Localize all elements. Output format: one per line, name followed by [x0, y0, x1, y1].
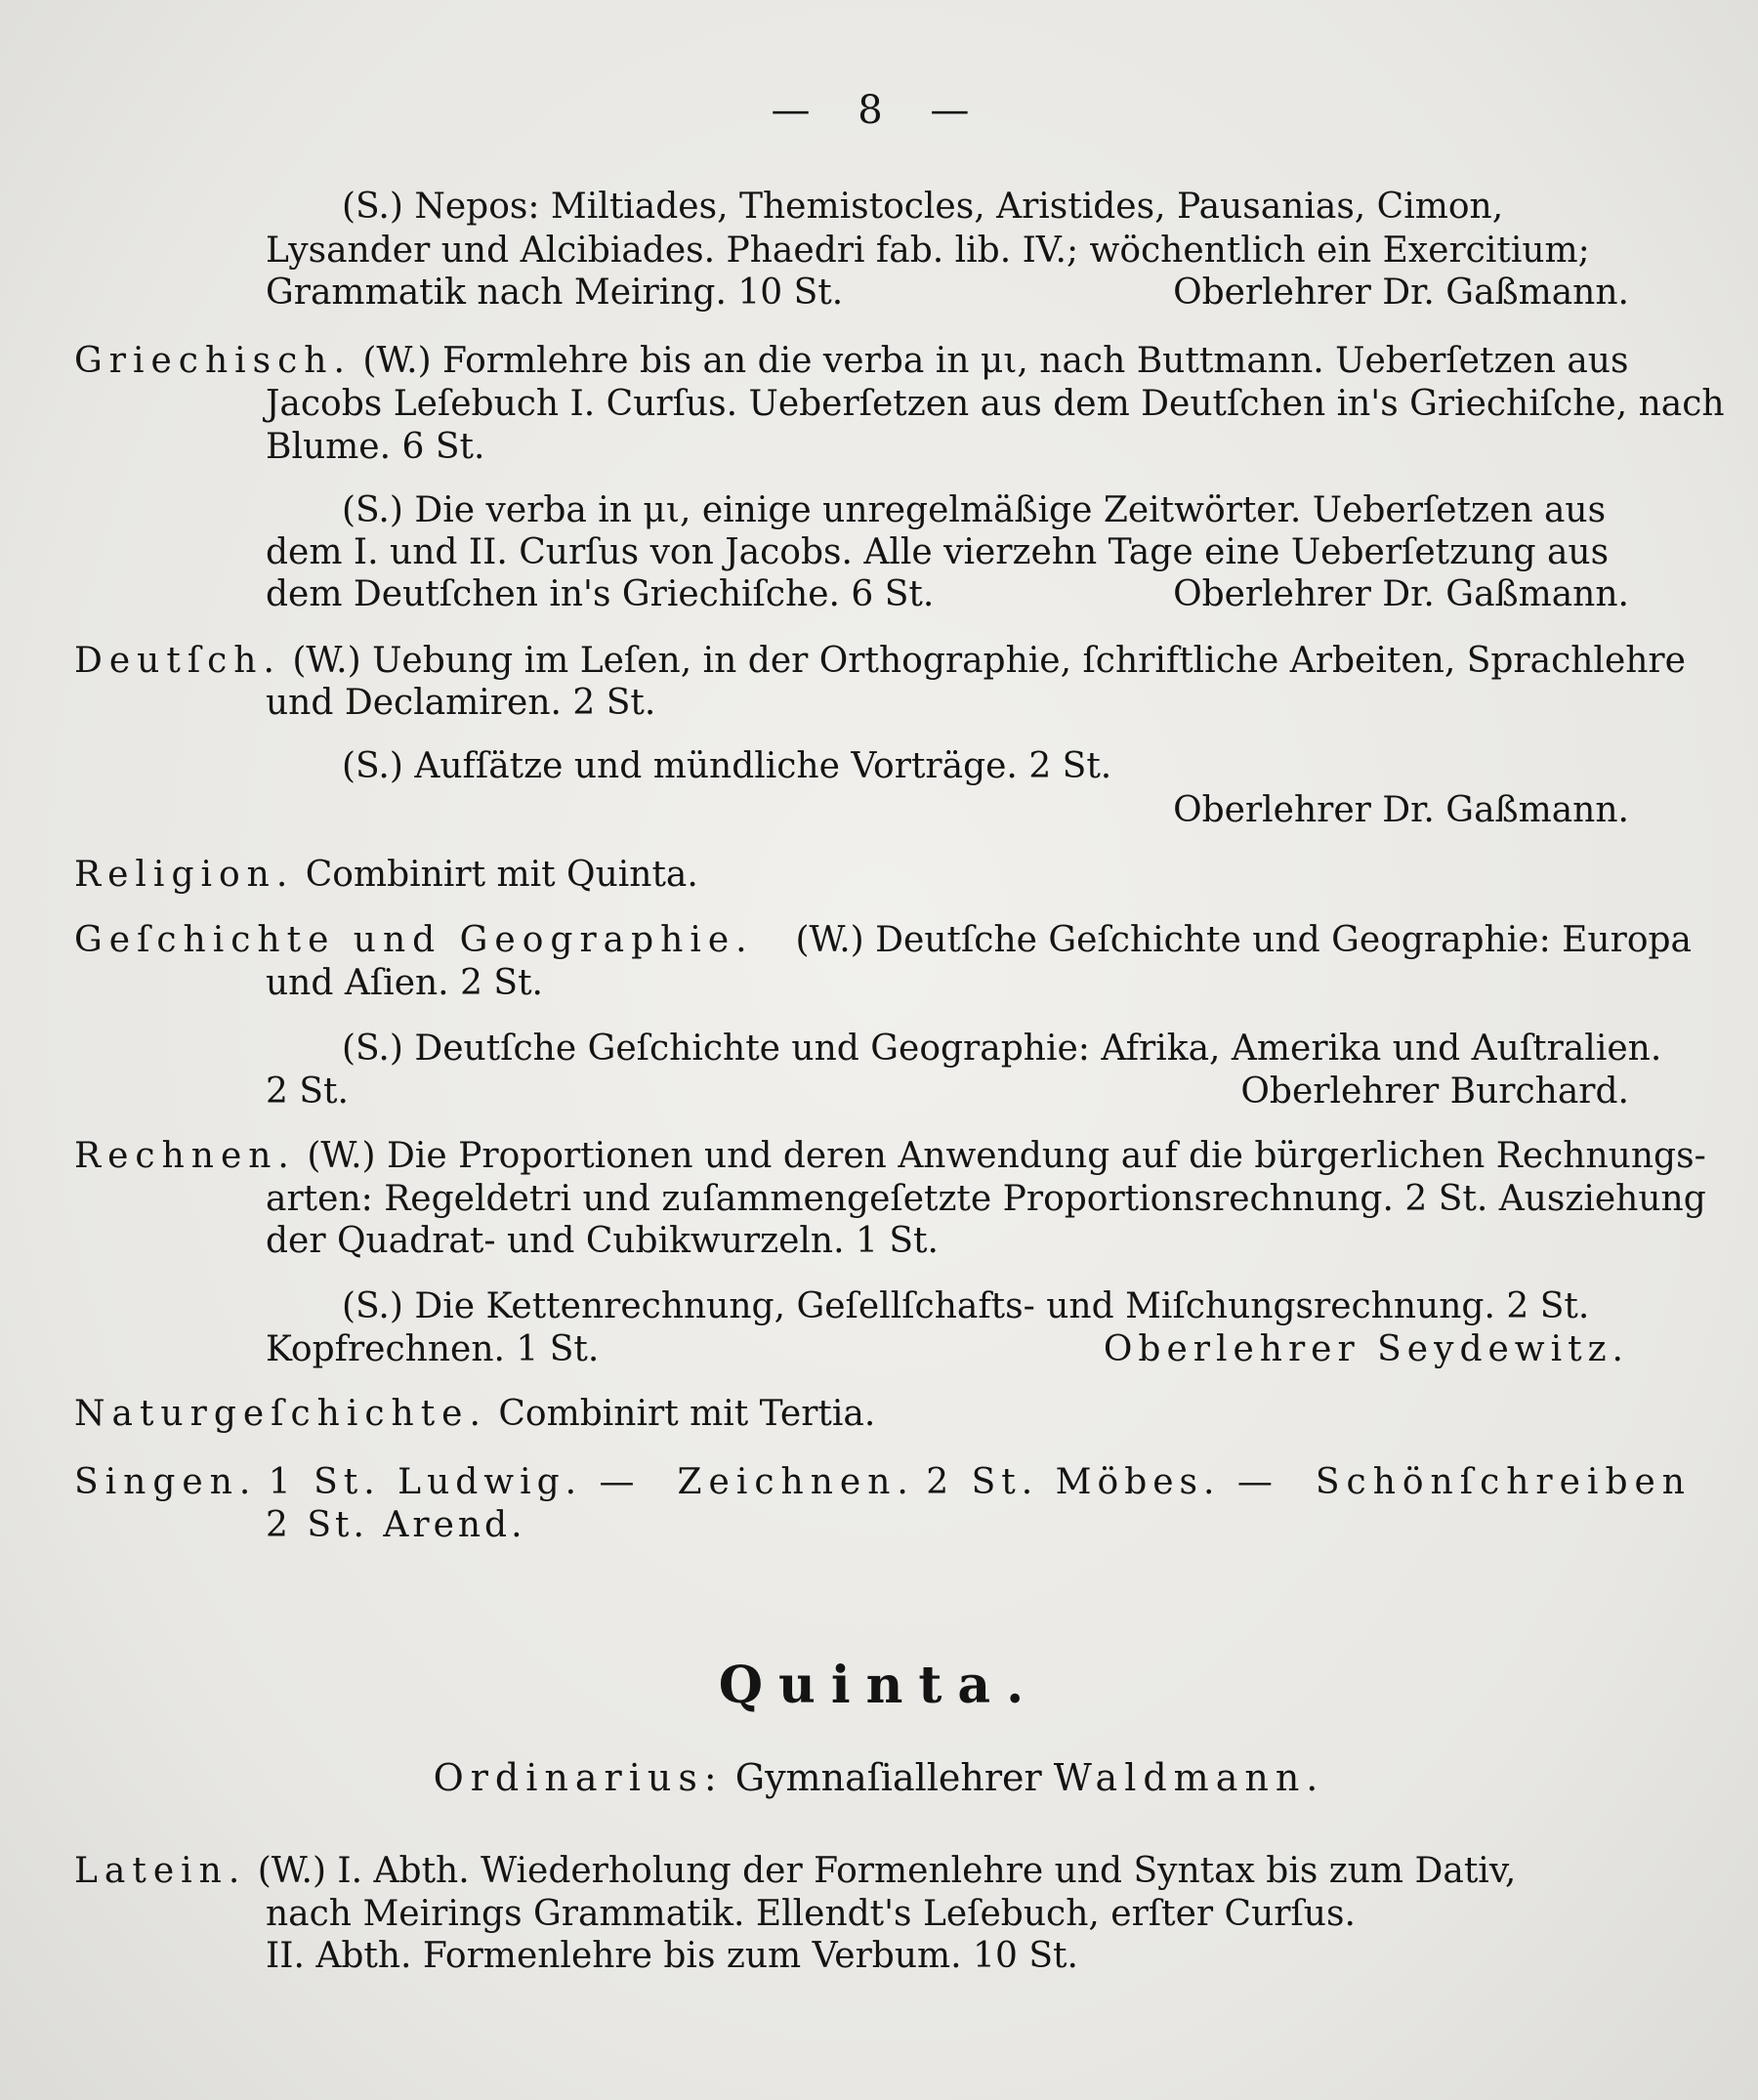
deutsch-summer-line-1: (S.) Aufſätze und mündliche Vorträge. 2 St. — [342, 746, 1112, 786]
singen-entry — [74, 1462, 641, 1502]
geschichte-summer-line-1: (S.) Deutſche Geſchichte und Geographie: Afrika, Amerika und Auſtralien. — [342, 1029, 1662, 1069]
griechisch-summer-line-3 — [266, 574, 1692, 614]
latein-teacher: Oberlehrer Dr. Gaßmann. — [1173, 273, 1629, 313]
geschichte-winter-text-1: (W.) Deutſche Geſchichte und Geographie: Europa — [795, 920, 1692, 960]
ordinarius-line — [0, 1756, 1758, 1799]
quinta-latein-line-2: nach Meirings Grammatik. Ellendt's Leſebuch, erſter Curſus. — [266, 1894, 1356, 1934]
rechnen-teacher: Oberlehrer Seydewitz. — [1103, 1329, 1629, 1369]
griechisch-teacher: Oberlehrer Dr. Gaßmann. — [1173, 574, 1629, 614]
subject-label-deutsch: Deutſch. — [74, 641, 281, 681]
geschichte-summer-line-2 — [266, 1071, 1692, 1112]
religion-line — [74, 855, 698, 895]
quinta-latein-text-1: (W.) I. Abth. Wiederholung der Formenlehre und Syntax bis zum Dativ, — [257, 1851, 1517, 1891]
latein-summer-line-2: Lysander und Alcibiades. Phaedri fab. lib. IV.; wöchentlich ein Exercitium; — [266, 231, 1590, 271]
deutsch-winter-line-1 — [74, 641, 1686, 681]
misc-subjects-line-2: 2 St. Arend. — [266, 1505, 526, 1545]
griechisch-winter-line-3: Blume. 6 St. — [266, 427, 485, 467]
latein-summer-hours: Grammatik nach Meiring. 10 St. — [266, 273, 844, 313]
naturgeschichte-line — [74, 1394, 876, 1434]
geschichte-winter-line-2: und Aſien. 2 St. — [266, 963, 543, 1003]
zeichnen-entry — [677, 1462, 1278, 1502]
subject-label-schoenschreiben: Schönſchreiben — [1315, 1462, 1692, 1502]
subject-label-singen: Singen. — [74, 1462, 258, 1502]
subject-label-rechnen: Rechnen. — [74, 1136, 296, 1176]
deutsch-teacher: Oberlehrer Dr. Gaßmann. — [1173, 790, 1629, 830]
griechisch-summer-line-2: dem I. und II. Curſus von Jacobs. Alle vierzehn Tage eine Ueberſetzung aus — [266, 532, 1610, 572]
subject-label-religion: Religion. — [74, 855, 295, 895]
religion-text: Combinirt mit Quinta. — [305, 855, 698, 895]
rechnen-winter-line-3: der Quadrat- und Cubikwurzeln. 1 St. — [266, 1221, 939, 1261]
rechnen-winter-line-1 — [74, 1136, 1706, 1176]
naturgeschichte-text: Combinirt mit Tertia. — [498, 1394, 876, 1434]
geschichte-teacher: Oberlehrer Burchard. — [1240, 1071, 1629, 1112]
latein-summer-line-1: (S.) Nepos: Miltiades, Themistocles, Aristides, Pausanias, Cimon, — [342, 187, 1504, 227]
subject-label-zeichnen: Zeichnen. — [677, 1462, 915, 1502]
section-heading-quinta: Quinta. — [718, 1656, 1040, 1715]
quinta-latein-line-1 — [74, 1851, 1517, 1891]
subject-label-naturgeschichte: Naturgeſchichte. — [74, 1394, 487, 1434]
page-number: — 8 — — [771, 88, 987, 133]
rechnen-winter-line-2: arten: Regeldetri und zuſammengeſetzte Proportionsrechnung. 2 St. Ausziehung — [266, 1179, 1706, 1219]
griechisch-winter-line-1 — [74, 341, 1629, 381]
griechisch-summer-line-1: (S.) Die verba in μι, einige unregelmäßige Zeitwörter. Ueberſetzen aus — [342, 490, 1607, 530]
rechnen-winter-text-1: (W.) Die Proportionen und deren Anwendung auf die bürgerlichen Rechnungs- — [307, 1136, 1706, 1176]
subject-label-griechisch: Griechisch. — [74, 341, 352, 381]
griechisch-winter-text-1: (W.) Formlehre bis an die verba in μι, nach Buttmann. Ueberſetzen aus — [362, 341, 1629, 381]
griechisch-winter-line-2: Jacobs Leſebuch I. Curſus. Ueberſetzen aus dem Deutſchen in's Griechiſche, nach — [266, 384, 1725, 424]
rechnen-summer-line-2 — [266, 1329, 1692, 1369]
subject-label-latein: Latein. — [74, 1851, 247, 1891]
geschichte-winter-line-1 — [74, 920, 1692, 960]
singen-text: 1 St. Ludwig. — — [268, 1462, 641, 1502]
misc-subjects-line-1 — [74, 1462, 1692, 1502]
ordinarius-name: Waldmann. — [1053, 1756, 1325, 1799]
ordinarius-label: Ordinarius: — [433, 1756, 724, 1799]
quinta-latein-line-3: II. Abth. Formenlehre bis zum Verbum. 10 St. — [266, 1936, 1078, 1976]
latein-summer-line-3 — [266, 275, 1692, 311]
deutsch-winter-text-1: (W.) Uebung im Leſen, in der Orthographie, ſchriftliche Arbeiten, Sprachlehre — [292, 641, 1686, 681]
griechisch-summer-hours: dem Deutſchen in's Griechiſche. 6 St. — [266, 574, 935, 614]
rechnen-summer-line-1: (S.) Die Kettenrechnung, Geſellſchafts- und Miſchungsrechnung. 2 St. — [342, 1286, 1590, 1326]
deutsch-winter-line-2: und Declamiren. 2 St. — [266, 683, 656, 723]
geschichte-summer-hours: 2 St. — [266, 1071, 349, 1112]
subject-label-geschichte: Geſchichte und Geographie. — [74, 920, 754, 960]
zeichnen-text: 2 St. Möbes. — — [926, 1462, 1278, 1502]
rechnen-summer-text-2: Kopfrechnen. 1 St. — [266, 1329, 600, 1369]
ordinarius-title: Gymnaſiallehrer — [734, 1756, 1042, 1799]
